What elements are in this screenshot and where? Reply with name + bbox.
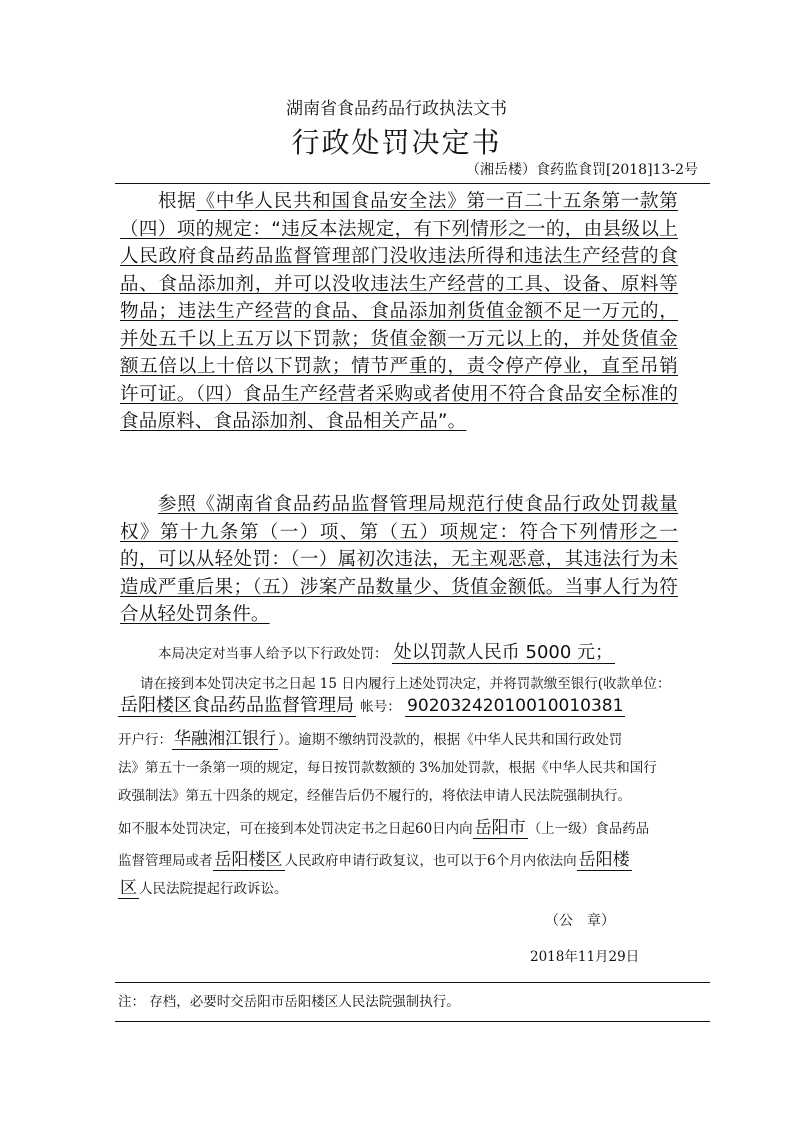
bank-label: 开户行： — [118, 732, 172, 748]
account-number: 9020324201001001038​1 — [407, 696, 624, 716]
account-label: 帐号： — [360, 699, 401, 715]
issue-date: 2018年11月29日 — [530, 949, 640, 965]
review-court-2: 区 — [120, 878, 137, 898]
review-mid-3: 人民政府申请行政复议，也可以于6个月内依法向 — [284, 853, 577, 869]
review-line-1 — [118, 818, 649, 839]
review-mid-1: （上一级）食品药品 — [527, 821, 650, 837]
decision-line — [158, 643, 615, 664]
payee-line — [118, 696, 625, 717]
footer-divider-top — [115, 982, 710, 983]
top-divider — [115, 183, 710, 184]
discretion-text: 参照《湖南省食品药品监督管理局规范行使食品行政处罚裁量权》第十九条第（一）项、第（五）项规定：符合下列情形之一的，可以从轻处罚：（一）属初次违法，无主观恶意，其违法行为未造成严重后果；（五）涉案产品数量少、货值金额低。当事人行为符合从轻处罚条件。 — [120, 494, 678, 625]
review-line-3 — [118, 878, 288, 899]
bank-name: 华融湘江银行 — [174, 729, 276, 749]
legal-basis-paragraph — [120, 188, 678, 436]
law-line-2: 政强制法》第五十四条的规定，经催告后仍不履行的，将依法申请人民法院强制执行。 — [118, 788, 631, 804]
review-prefix: 如不服本处罚决定，可在接到本处罚决定书之日起60日内向 — [118, 821, 473, 837]
review-end: 人民法院提起行政诉讼。 — [139, 881, 288, 897]
footer-note: 注： 存档，必要时交岳阳市岳阳楼区人民法院强制执行。 — [118, 994, 460, 1010]
official-seal-label: （公 章） — [545, 913, 615, 929]
review-district: 岳阳楼区 — [214, 850, 283, 870]
law-line-1: 法》第五十一条第一项的规定，每日按罚款数额的 3%加处罚款，根据《中华人民共和国行 — [118, 760, 657, 776]
document-subtitle: 湖南省食品药品行政执法文书 — [286, 99, 507, 119]
review-city: 岳阳市 — [474, 818, 526, 838]
bank-line — [118, 729, 622, 750]
discretion-paragraph — [120, 491, 678, 629]
document-title: 行政处罚决定书 — [291, 126, 502, 159]
decision-prefix: 本局决定对当事人给予以下行政处罚： — [158, 646, 388, 662]
bank-suffix: ）。逾期不缴纳罚没款的，根据《中华人民共和国行政处罚 — [278, 732, 623, 748]
decision-value: 处以罚款人民币 5000 元； — [393, 642, 614, 663]
legal-basis-text: 《中华人民共和国食品安全法》第一百二十五条第一款第（四）项的规定：“违反本法规定，有下列情形之一的，由县级以上人民政府食品药品监督管理部门没收违法所得和违法生产经营的食品、食品添加剂，并可以没收违法生产经营的工具、设备、原料等物品；违法生产经营的食品、食品添加剂货值金额不足一万元的，并处五千以上五万以下罚款；货值金额一万元以上的，并处货值金额五倍以上十倍以下罚款；情节严重的，责令停产停业，直至吊销许可证。（四）食品生产经营者采购或者使用不符合食品安全标准的食品原料、食品添加剂、食品相关产品”。 — [120, 191, 678, 432]
payment-instruction: 请在接到本处罚决定书之日起 15 日内履行上述处罚决定，并将罚款缴至银行(收款单位： — [140, 676, 671, 692]
review-mid-2: 监督管理局或者 — [118, 853, 213, 869]
payee-name: 岳阳楼区食品药品监督管理局 — [120, 695, 354, 716]
footer-divider-bottom — [115, 1021, 710, 1022]
document-number: （湘岳楼）食药监食罚[2018]13-2号 — [465, 162, 698, 178]
legal-basis-lead: 根据 — [158, 191, 197, 212]
review-line-2 — [118, 850, 632, 871]
review-court-1: 岳阳楼 — [578, 850, 630, 870]
